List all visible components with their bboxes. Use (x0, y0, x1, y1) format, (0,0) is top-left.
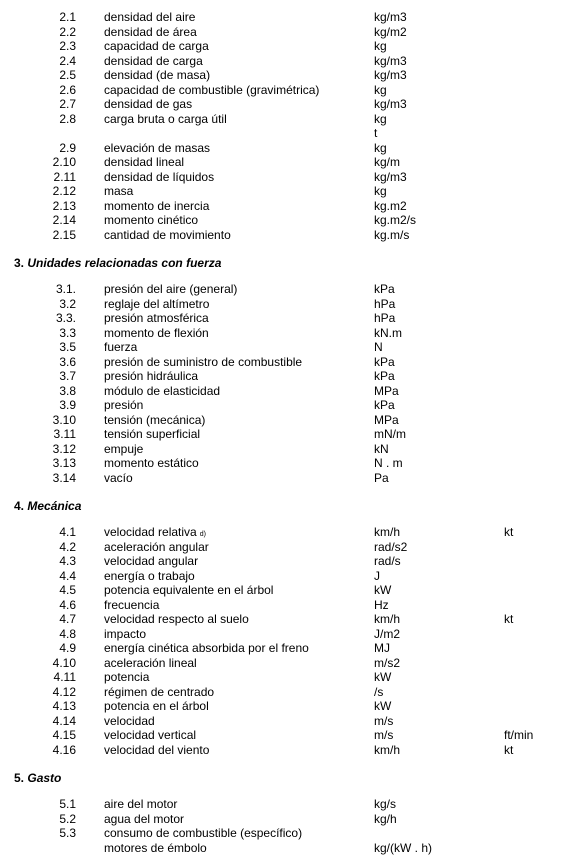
footnote-mark: d) (199, 531, 206, 538)
item-description (104, 471, 133, 486)
table-row (0, 569, 563, 584)
table-row (0, 39, 563, 54)
item-number: 4.1 (59, 525, 76, 539)
item-number: 2.3 (59, 39, 76, 53)
item-description (104, 540, 209, 555)
item-unit: t (374, 126, 378, 140)
item-alt-unit: kt (504, 525, 514, 539)
item-number: 2.9 (59, 140, 76, 155)
section-title: Unidades relacionadas con fuerza (27, 256, 222, 270)
item-unit: MPa (374, 383, 399, 398)
item-description (104, 10, 195, 25)
item-number: 3.6 (59, 354, 76, 369)
item-unit: kPa (374, 369, 395, 383)
item-description (104, 728, 196, 743)
table-row (0, 68, 563, 83)
item-description-text: capacidad de combustible (gravimétrica) (104, 82, 320, 97)
item-description (104, 685, 214, 700)
item-unit: rad/s (374, 554, 401, 568)
item-description (104, 228, 231, 243)
table-row (0, 326, 563, 341)
item-number: 2.1 (59, 10, 76, 24)
item-description-text: potencia (104, 670, 150, 684)
item-description-text: agua del motor (104, 811, 185, 826)
item-description (104, 97, 192, 112)
item-description-text: densidad del aire (104, 10, 196, 24)
table-row (0, 213, 563, 228)
item-unit: Hz (374, 597, 389, 612)
item-number: 4.2 (59, 539, 76, 554)
item-description (104, 841, 207, 856)
section-heading (14, 256, 221, 271)
item-description-text: presión hidráulica (104, 369, 199, 383)
table-row (0, 184, 563, 199)
item-unit: kN (374, 441, 389, 456)
item-number: 4.8 (59, 626, 76, 641)
table-row (0, 471, 563, 486)
table-row (0, 83, 563, 98)
item-number: 3.5 (59, 340, 76, 354)
item-description-text: velocidad vertical (104, 728, 197, 742)
item-number: 2.10 (52, 155, 76, 169)
item-unit: m/s (374, 728, 394, 742)
item-description (104, 398, 143, 413)
table-row (0, 282, 563, 297)
item-description-text: aire del motor (104, 797, 178, 811)
item-description-text: velocidad del viento (104, 742, 210, 757)
item-number: 2.5 (59, 68, 76, 82)
table-row (0, 554, 563, 569)
item-description (104, 340, 137, 355)
item-unit: N (374, 340, 383, 354)
item-description-text: velocidad relativa (104, 525, 197, 539)
item-description (104, 112, 227, 127)
item-number: 2.14 (52, 213, 76, 227)
item-description (104, 670, 149, 685)
item-description (104, 656, 197, 671)
item-alt-unit: kt (504, 742, 514, 757)
table-row (0, 612, 563, 627)
table-row (0, 170, 563, 185)
item-number: 4.4 (59, 568, 76, 583)
item-number: 2.11 (53, 169, 76, 184)
item-description-text: impacto (104, 626, 147, 641)
item-number: 3.3. (55, 311, 76, 325)
item-number: 2.15 (52, 227, 76, 242)
item-number: 5.2 (59, 811, 76, 826)
item-description-text: cantidad de movimiento (104, 227, 231, 242)
item-unit: km/h (374, 742, 401, 757)
item-description-text: régimen de centrado (104, 684, 215, 699)
item-description-text: consumo de combustible (específico) (104, 826, 303, 840)
item-description (104, 355, 302, 370)
item-description (104, 384, 220, 399)
table-row (0, 97, 563, 112)
item-unit: /s (374, 684, 384, 699)
item-unit: MJ (374, 641, 390, 655)
item-description-text: energía o trabajo (104, 568, 195, 583)
item-description-text: energía cinética absorbida por el freno (104, 641, 309, 655)
item-unit: kg (374, 82, 387, 97)
item-number: 3.2 (59, 296, 76, 311)
item-number: 2.2 (59, 24, 76, 39)
item-unit: kN.m (374, 325, 402, 340)
item-description-text: densidad de área (104, 24, 197, 39)
item-number: 3.12 (52, 441, 76, 456)
table-row (0, 714, 563, 729)
section-number: 3. (14, 256, 25, 270)
item-unit: kPa (374, 354, 395, 369)
item-unit: kg/s (374, 797, 397, 811)
item-unit: hPa (374, 296, 396, 311)
item-description (104, 311, 209, 326)
item-number: 2.12 (52, 184, 76, 198)
table-row (0, 797, 563, 812)
item-description (104, 155, 184, 170)
item-description (104, 199, 209, 214)
item-number: 3.8 (59, 383, 76, 398)
item-unit: kg/m2 (374, 24, 407, 39)
item-description (104, 598, 159, 613)
item-unit: hPa (374, 311, 396, 325)
table-row (0, 841, 563, 856)
item-description (104, 326, 209, 341)
table-row (0, 141, 563, 156)
item-number: 4.3 (59, 554, 76, 568)
item-number: 3.13 (52, 456, 76, 470)
item-description (104, 68, 210, 83)
item-alt-unit: ft/min (504, 728, 534, 742)
table-row (0, 126, 563, 141)
item-description-text: velocidad (104, 713, 155, 728)
item-description (104, 413, 205, 428)
section-title: Gasto (27, 771, 62, 785)
item-description (104, 427, 200, 442)
item-number: 3.11 (53, 427, 76, 441)
item-description (104, 714, 155, 729)
item-description-text: tensión superficial (104, 427, 201, 441)
item-unit: kg.m/s (374, 227, 410, 242)
table-row (0, 297, 563, 312)
item-description-text: tensión (mecánica) (104, 412, 206, 427)
table-row (0, 10, 563, 25)
table-row (0, 583, 563, 598)
table-row (0, 685, 563, 700)
item-description-text: densidad (de masa) (104, 68, 211, 82)
item-unit: kg (374, 140, 387, 155)
table-row (0, 670, 563, 685)
item-description (104, 170, 214, 185)
item-description (104, 54, 203, 69)
table-row (0, 728, 563, 743)
item-description-text: momento de flexión (104, 325, 209, 340)
table-row (0, 369, 563, 384)
item-description (104, 282, 237, 297)
item-unit: kg (374, 184, 387, 198)
table-row (0, 413, 563, 428)
item-description-text: potencia en el árbol (104, 699, 209, 713)
table-row (0, 456, 563, 471)
item-description (104, 83, 319, 98)
table-row (0, 525, 563, 540)
table-row (0, 25, 563, 40)
item-number: 4.5 (59, 583, 76, 597)
item-unit: km/h (374, 525, 401, 539)
item-number: 5.3 (59, 826, 76, 840)
table-row (0, 641, 563, 656)
item-unit: kW (374, 699, 392, 713)
table-row (0, 340, 563, 355)
table-row (0, 826, 563, 841)
item-unit: rad/s2 (374, 539, 408, 554)
item-description (104, 456, 199, 471)
item-unit: kg.m2/s (374, 213, 417, 227)
item-alt-unit: kt (504, 612, 514, 626)
item-number: 4.9 (59, 641, 76, 655)
section-heading (14, 499, 81, 514)
item-description (104, 569, 195, 584)
item-unit: kg/m3 (374, 53, 407, 68)
item-number: 3.3 (59, 325, 76, 340)
table-row (0, 598, 563, 613)
item-number: 2.13 (52, 198, 76, 213)
item-number: 4.14 (52, 713, 76, 728)
item-unit: m/s2 (374, 655, 401, 670)
table-row (0, 656, 563, 671)
item-description (104, 812, 184, 827)
section-number: 4. (14, 499, 25, 513)
item-unit: J (374, 568, 380, 583)
item-unit: J/m2 (374, 626, 401, 641)
item-description (104, 297, 209, 312)
item-description-text: densidad de gas (104, 97, 193, 111)
item-description-text: vacío (104, 470, 133, 485)
item-description (104, 184, 133, 199)
item-number: 4.15 (52, 728, 76, 742)
item-description-text: módulo de elasticidad (104, 383, 221, 398)
item-description (104, 797, 177, 812)
item-unit: kg (374, 39, 387, 53)
item-description (104, 641, 309, 656)
item-number: 2.6 (59, 82, 76, 97)
item-unit: kg/(kW . h) (374, 840, 433, 855)
item-unit: MPa (374, 412, 399, 427)
item-number: 3.9 (59, 398, 76, 412)
item-description (104, 554, 198, 569)
item-description-text: elevación de masas (104, 140, 211, 155)
item-unit: kg/m3 (374, 68, 407, 82)
item-description-text: presión del aire (general) (104, 282, 238, 296)
item-description (104, 442, 143, 457)
table-row (0, 398, 563, 413)
item-number: 4.12 (52, 684, 76, 699)
item-unit: km/h (374, 612, 401, 626)
item-description-text: capacidad de carga (104, 39, 209, 53)
table-row (0, 155, 563, 170)
item-description (104, 213, 198, 228)
item-description (104, 826, 302, 841)
table-row (0, 384, 563, 399)
item-description (104, 25, 197, 40)
table-row (0, 427, 563, 442)
item-unit: kPa (374, 282, 395, 296)
item-description-text: momento estático (104, 456, 199, 470)
item-description-text: carga bruta o carga útil (104, 111, 227, 126)
item-description-text: densidad de carga (104, 53, 203, 68)
item-unit: kW (374, 583, 392, 597)
item-description-text: densidad de líquidos (104, 169, 215, 184)
item-number: 3.1. (55, 282, 76, 296)
table-row (0, 540, 563, 555)
table-row (0, 54, 563, 69)
item-number: 3.10 (52, 412, 76, 427)
item-unit: kg/m3 (374, 97, 407, 111)
item-description-text: masa (104, 184, 134, 198)
table-row (0, 627, 563, 642)
item-unit: kPa (374, 398, 395, 412)
item-description (104, 583, 273, 598)
item-description-text: reglaje del altímetro (104, 296, 210, 311)
item-description-text: aceleración lineal (104, 655, 197, 670)
item-number: 3.14 (52, 470, 76, 485)
item-description-text: velocidad respecto al suelo (104, 612, 249, 626)
item-number: 4.13 (52, 699, 76, 713)
table-row (0, 812, 563, 827)
item-description-text: densidad lineal (104, 155, 185, 169)
item-unit: kg (374, 111, 387, 126)
item-unit: m/s (374, 713, 394, 728)
table-row (0, 743, 563, 758)
item-number: 4.11 (53, 670, 76, 684)
item-description (104, 369, 198, 384)
item-description-text: presión de suministro de combustible (104, 354, 303, 369)
item-description (104, 627, 146, 642)
item-description-text: aceleración angular (104, 539, 209, 554)
section-number: 5. (14, 771, 25, 785)
item-description (104, 39, 209, 54)
item-description-text: velocidad angular (104, 554, 199, 568)
item-unit: kg.m2 (374, 198, 407, 213)
item-description (104, 699, 209, 714)
item-unit: mN/m (374, 427, 406, 441)
item-number: 3.7 (59, 369, 76, 383)
item-number: 4.10 (52, 655, 76, 670)
item-description-text: potencia equivalente en el árbol (104, 583, 274, 597)
item-description (104, 612, 249, 627)
item-description-text: presión atmosférica (104, 311, 209, 325)
item-description (104, 743, 209, 758)
section-heading (14, 771, 61, 786)
item-description-text: fuerza (104, 340, 138, 354)
item-description-text: momento cinético (104, 213, 199, 227)
item-description (104, 141, 210, 156)
item-description-text: empuje (104, 441, 144, 456)
item-number: 4.16 (52, 742, 76, 757)
table-row (0, 199, 563, 214)
item-description-text: motores de émbolo (104, 840, 207, 855)
item-description-text: presión (104, 398, 144, 412)
table-row (0, 442, 563, 457)
table-row (0, 355, 563, 370)
table-row (0, 112, 563, 127)
item-description-text: momento de inercia (104, 198, 210, 213)
item-unit: N . m (374, 456, 403, 470)
item-unit: kg/m3 (374, 169, 407, 184)
item-description-text: frecuencia (104, 597, 160, 612)
item-number: 4.7 (59, 612, 76, 626)
table-row (0, 311, 563, 326)
item-number: 2.7 (59, 97, 76, 111)
item-unit: kg/m (374, 155, 401, 169)
item-number: 2.4 (59, 53, 76, 68)
section-title: Mecánica (27, 499, 82, 513)
item-number: 5.1 (59, 797, 76, 811)
item-unit: kg/h (374, 811, 397, 826)
item-unit: Pa (374, 470, 389, 485)
table-row (0, 228, 563, 243)
item-unit: kg/m3 (374, 10, 407, 24)
item-number: 4.6 (59, 597, 76, 612)
item-unit: kW (374, 670, 392, 684)
table-row (0, 699, 563, 714)
item-number: 2.8 (59, 111, 76, 126)
